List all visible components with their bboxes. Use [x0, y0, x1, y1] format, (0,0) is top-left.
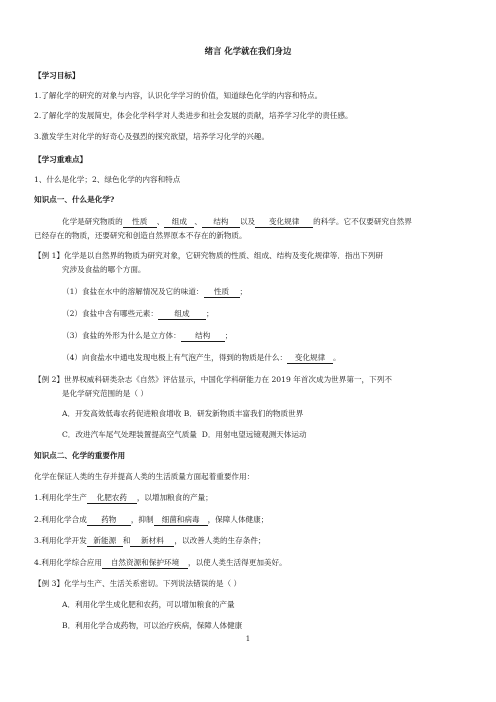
- answer-blank: 结构: [181, 331, 225, 342]
- focus-heading: 【学习重难点】: [34, 155, 88, 164]
- answer-blank: 新能源: [87, 536, 123, 547]
- example-1-line-1: 【例 1】化学是以自然界的物质为研究对象，它研究物质的性质、组成、结构及变化规律等．指出下列研: [34, 251, 383, 260]
- item-text: 2.利用化学合成: [34, 515, 87, 524]
- separator: 、: [194, 217, 202, 226]
- blank-property: 性质: [123, 217, 157, 228]
- item-text: ，以增加粮食的产量；: [136, 493, 213, 502]
- separator: 以及: [239, 217, 256, 226]
- example-1-question-2: [62, 308, 214, 320]
- item-text: 3.利用化学开发: [34, 536, 87, 545]
- punctuation: 。: [333, 353, 341, 362]
- role-item-1: [34, 492, 213, 504]
- item-text: ，以使人类生活得更加美好。: [188, 558, 287, 567]
- definition-line-2: 已经存在的物质，还要研究和创造自然界原本不存在的新物质。: [34, 231, 247, 240]
- example-2-options-cd: [62, 429, 307, 440]
- blank-change-law: 变化规律: [255, 217, 313, 228]
- answer-blank: 细菌和病毒: [154, 515, 208, 526]
- example-1-question-3: [62, 330, 232, 342]
- doc-title: 绪言 化学就在我们身边: [204, 46, 292, 56]
- answer-blank: 变化规律: [287, 353, 333, 364]
- question-text: （3）食盐的外形为什么是立方体：: [62, 331, 181, 340]
- answer-blank: 组成: [158, 309, 206, 320]
- question-text: （2）食盐中含有哪些元素：: [62, 309, 158, 318]
- knowledge-point-1-heading: 知识点一、什么是化学?: [34, 195, 115, 204]
- example-3-option-a: A．利用化学生成化肥和农药，可以增加粮食的产量: [62, 600, 235, 609]
- question-text: （4）向食盐水中通电发现电极上有气泡产生，得到的物质是什么：: [62, 353, 288, 362]
- blank-composition: 组成: [164, 217, 194, 228]
- punctuation: ；: [205, 309, 214, 318]
- example-2-options-ab: A．开发高效低毒农药促进粮食增收 B．研发新物质丰富我们的物质世界: [62, 409, 304, 418]
- role-item-2: [34, 514, 268, 526]
- goals-heading: 【学习目标】: [34, 71, 80, 80]
- role-intro: 化学在保证人类的生存并提高人类的生活质量方面起着重要作用：: [34, 472, 255, 481]
- option-d: D．用射电望远镜观测天体运动: [201, 430, 307, 439]
- example-2-line-2: 是化学研究范围的是（ ）: [62, 389, 148, 398]
- definition-text: 的科学。它不仅要研究自然界: [313, 217, 412, 226]
- answer-blank: 性质: [204, 287, 240, 298]
- item-text: ，保障人体健康；: [207, 515, 269, 524]
- role-item-3: [34, 535, 266, 547]
- item-text: 4.利用化学综合应用: [34, 558, 102, 567]
- item-text: 1.利用化学生产: [34, 493, 87, 502]
- definition-line-1: [62, 216, 412, 228]
- blank-structure: 结构: [202, 217, 240, 228]
- answer-blank: 化肥农药: [87, 493, 137, 504]
- punctuation: ；: [239, 287, 248, 296]
- role-item-4: [34, 557, 287, 569]
- example-3-line: 【例 3】化学与生产、生活关系密切。下列说法错误的是（ ）: [34, 579, 242, 588]
- answer-blank: 新材料: [130, 536, 174, 547]
- example-2-line-1: 【例 2】世界权威科研类杂志《自然》评估显示，中国化学科研能力在 2019 年首次成为世界第一，下列不: [34, 375, 392, 384]
- question-text: （1）食盐在水中的溶解情况及它的味道：: [62, 287, 204, 296]
- option-c: C．改进汽车尾气处理装置提高空气质量: [62, 430, 197, 439]
- definition-text: 化学是研究物质的: [62, 217, 123, 226]
- separator: 、: [156, 217, 165, 226]
- punctuation: ；: [224, 331, 233, 340]
- knowledge-point-2-heading: 知识点二、化学的重要作用: [34, 451, 126, 460]
- example-1-question-1: [62, 286, 247, 298]
- item-text: ，抑制: [130, 515, 154, 524]
- answer-blank: 药物: [87, 515, 131, 526]
- example-1-line-2: 究涉及食盐的哪个方面。: [62, 265, 146, 274]
- page-number: 1: [245, 635, 251, 643]
- goal-item-1: 1.了解化学的研究的对象与内容，认识化学学习的价值，知道绿色化学的内容和特点。: [34, 91, 323, 100]
- example-1-question-4: [62, 352, 341, 364]
- answer-blank: 自然资源和保护环境: [102, 558, 188, 569]
- item-text: 和: [122, 536, 131, 545]
- example-3-option-b: B．利用化学合成药物，可以治疗疾病，保障人体健康: [62, 621, 243, 630]
- item-text: ，以改善人类的生存条件；: [174, 536, 266, 545]
- goal-item-2: 2.了解化学的发展简史，体会化学科学对人类进步和社会发展的贡献，培养学习化学的责任感。: [34, 111, 353, 120]
- focus-text: 1、什么是化学；2、绿色化学的内容和特点: [34, 175, 181, 184]
- goal-item-3: 3.激发学生对化学的好奇心及强烈的探究欲望，培养学习化学的兴趣。: [34, 132, 270, 141]
